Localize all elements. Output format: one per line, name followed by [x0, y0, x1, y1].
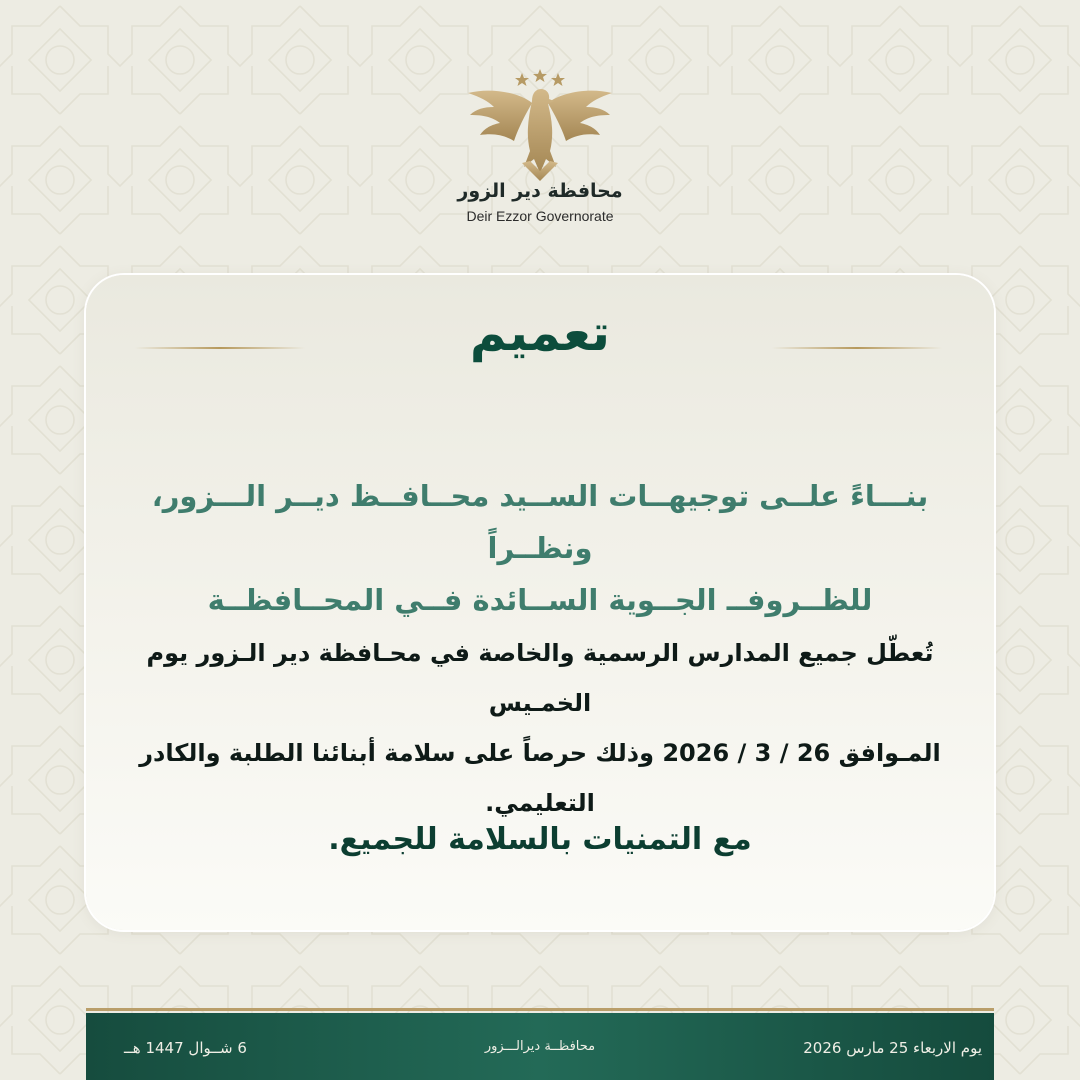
header — [0, 55, 1080, 235]
footer-hijri-date: 6 شــوال 1447 هــ — [124, 1039, 247, 1057]
golden-eagle-icon — [462, 63, 618, 181]
intro-line: بنـــاءً علــى توجيهــات الســيد محــافــظ ديــر الـــزور، ونظــراً — [151, 479, 929, 565]
body-line: المـوافق 26 / 3 / 2026 وذلك حرصاً على سلامة أبنائنا الطلبة والكادر التعليمي. — [139, 739, 941, 817]
title-divider-left — [135, 347, 305, 349]
governorate-name-english: Deir Ezzor Governorate — [466, 208, 614, 224]
footer-center-label: محافظــة ديرالـــزور — [484, 1039, 596, 1054]
footer-gold-line — [86, 1008, 994, 1011]
governorate-name-arabic: محافظة دير الزور — [457, 180, 623, 202]
announcement-body — [120, 628, 960, 828]
announcement-intro — [110, 470, 970, 626]
footer-gregorian-date: يوم الاربعاء 25 مارس 2026 — [803, 1039, 982, 1057]
announcement-title: تعميم — [469, 304, 611, 362]
title-divider-right — [772, 347, 942, 349]
footer-bar — [86, 1013, 994, 1080]
announcement-closing: مع التمنيات بالسلامة للجميع. — [328, 822, 752, 857]
intro-line: للظــروفــ الجــوية الســائدة فــي المحــافظــة — [207, 583, 873, 617]
three-stars-icon — [515, 69, 565, 86]
body-line: تُعطّل جميع المدارس الرسمية والخاصة في محـافظة دير الـزور يوم الخمـيس — [146, 639, 934, 717]
